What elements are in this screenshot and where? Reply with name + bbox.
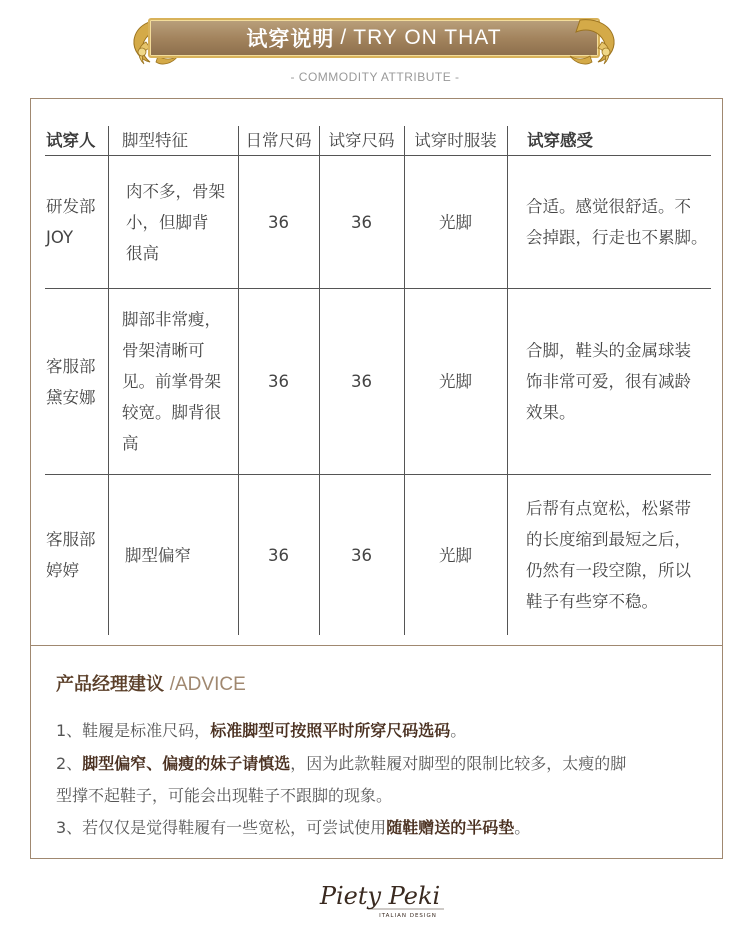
banner-title-en: TRY ON THAT [353,26,502,49]
header-daily-size: 日常尺码 [245,131,312,150]
row2-feeling: 合脚，鞋头的金属球装 饰非常可爱，很有减龄 效果。 [526,341,691,422]
row2-person: 客服部 黛安娜 [46,356,96,407]
row3-feeling: 后帮有点宽松，松紧带 的长度缩到最短之后， 仍然有一段空隙，所以 鞋子有些穿不稳。 [526,499,691,611]
advice-item-3: 3、若仅仅是觉得鞋履有一些宽松，可尝试使用随鞋赠送的半码垫。 [56,818,531,837]
subtitle: - COMMODITY ATTRIBUTE - [290,70,460,84]
header-feeling: 试穿感受 [527,131,593,150]
row1-foot: 肉不多，骨架 小，但脚背 很高 [126,181,225,263]
banner-title-sep: / [340,26,348,49]
row1-person: 研发部 JOY [46,197,96,247]
row3-trial-size: 36 [351,545,372,565]
header-clothing: 试穿时服装 [414,131,497,150]
advice-title-en: /ADVICE [169,674,246,695]
row3-clothing: 光脚 [439,545,472,565]
row2-foot: 脚部非常瘦， 骨架清晰可 见。前掌骨架 较宽。脚背很 高 [122,310,221,453]
advice-item-2: 2、脚型偏窄、偏瘦的妹子请慎选，因为此款鞋履对脚型的限制比较多，太瘦的脚 [56,754,627,773]
row1-clothing: 光脚 [439,212,472,232]
advice-item-2-cont: 型撑不起鞋子，可能会出现鞋子不跟脚的现象。 [56,786,393,805]
header-person: 试穿人 [46,131,96,150]
brand-logo-tagline: ITALIAN DESIGN [379,913,437,919]
advice-item-1: 1、鞋履是标准尺码，标准脚型可按照平时所穿尺码选码。 [56,721,467,740]
banner-title-zh: 试穿说明 [246,27,335,51]
row1-trial-size: 36 [351,212,372,232]
title-banner [128,12,620,70]
advice-title [56,670,246,696]
header-foot: 脚型特征 [122,131,188,150]
column-rule [507,126,508,635]
brand-logo-script: Piety Peki [319,882,441,910]
header-trial-size: 试穿尺码 [328,131,395,150]
row3-person: 客服部 婷婷 [46,530,96,580]
advice-title-zh: 产品经理建议 [56,674,164,695]
column-rule [108,126,109,635]
row2-daily-size: 36 [268,372,289,391]
row1-daily-size: 36 [268,212,289,232]
try-on-table [30,98,723,645]
row2-trial-size: 36 [351,372,372,391]
section-divider [30,645,723,646]
row3-foot: 脚型偏窄 [125,545,191,565]
row2-clothing: 光脚 [439,372,472,391]
row3-daily-size: 36 [268,545,289,565]
row1-feeling: 合适。感觉很舒适。不 会掉跟，行走也不累脚。 [526,197,708,247]
banner-title [148,18,600,58]
brand-logo [310,878,450,922]
